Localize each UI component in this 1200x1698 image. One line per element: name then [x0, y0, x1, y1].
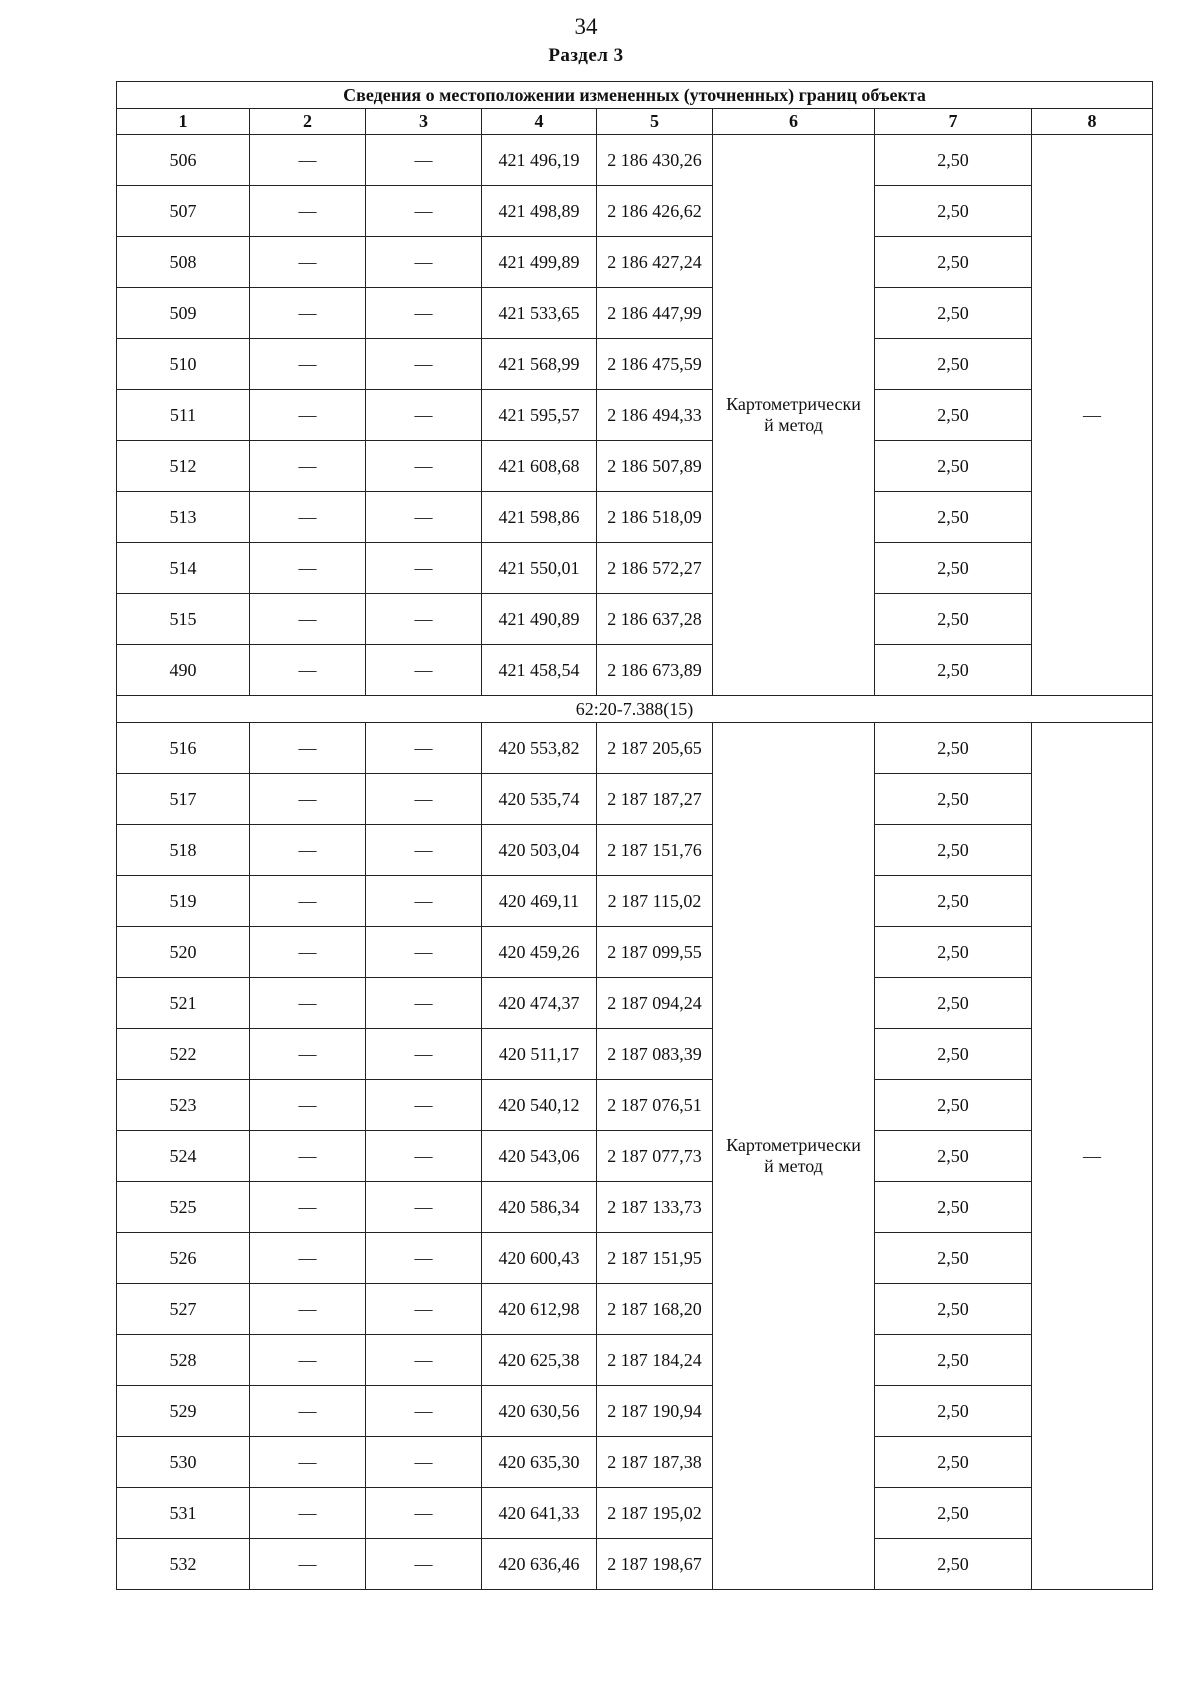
x-coordinate: 420 553,82: [482, 723, 597, 774]
point-number: 514: [117, 543, 250, 594]
accuracy-value: 2,50: [875, 1386, 1032, 1437]
col3-value: —: [366, 723, 482, 774]
col3-value: —: [366, 645, 482, 696]
x-coordinate: 420 600,43: [482, 1233, 597, 1284]
x-coordinate: 420 543,06: [482, 1131, 597, 1182]
x-coordinate: 421 568,99: [482, 339, 597, 390]
col2-value: —: [250, 978, 366, 1029]
x-coordinate: 421 458,54: [482, 645, 597, 696]
col3-value: —: [366, 1386, 482, 1437]
table-row: [117, 645, 1153, 696]
col3-value: —: [366, 825, 482, 876]
accuracy-value: 2,50: [875, 1488, 1032, 1539]
x-coordinate: 421 533,65: [482, 288, 597, 339]
col2-value: —: [250, 1182, 366, 1233]
table-row: [117, 492, 1153, 543]
accuracy-value: 2,50: [875, 390, 1032, 441]
col2-value: —: [250, 186, 366, 237]
column-number: 8: [1032, 109, 1153, 135]
table-row: [117, 1335, 1153, 1386]
y-coordinate: 2 187 151,76: [597, 825, 713, 876]
y-coordinate: 2 187 168,20: [597, 1284, 713, 1335]
y-coordinate: 2 187 198,67: [597, 1539, 713, 1590]
accuracy-value: 2,50: [875, 1131, 1032, 1182]
col3-value: —: [366, 492, 482, 543]
table-row: [117, 1488, 1153, 1539]
accuracy-value: 2,50: [875, 339, 1032, 390]
group-label-row: [117, 696, 1153, 723]
accuracy-value: 2,50: [875, 927, 1032, 978]
table-caption-row: [117, 82, 1153, 109]
x-coordinate: 420 612,98: [482, 1284, 597, 1335]
column-number: 6: [713, 109, 875, 135]
column-number: 4: [482, 109, 597, 135]
col2-value: —: [250, 543, 366, 594]
x-coordinate: 421 595,57: [482, 390, 597, 441]
x-coordinate: 420 630,56: [482, 1386, 597, 1437]
accuracy-value: 2,50: [875, 1335, 1032, 1386]
section-title: Раздел 3: [548, 45, 624, 66]
x-coordinate: 420 459,26: [482, 927, 597, 978]
col3-value: —: [366, 1029, 482, 1080]
col3-value: —: [366, 927, 482, 978]
method-cell: Картометрически й метод: [713, 135, 875, 696]
y-coordinate: 2 187 115,02: [597, 876, 713, 927]
y-coordinate: 2 186 637,28: [597, 594, 713, 645]
point-number: 519: [117, 876, 250, 927]
col3-value: —: [366, 1437, 482, 1488]
x-coordinate: 421 499,89: [482, 237, 597, 288]
accuracy-value: 2,50: [875, 723, 1032, 774]
table-row: [117, 825, 1153, 876]
table-row: [117, 594, 1153, 645]
accuracy-value: 2,50: [875, 492, 1032, 543]
accuracy-value: 2,50: [875, 543, 1032, 594]
table-row: [117, 774, 1153, 825]
col3-value: —: [366, 1182, 482, 1233]
point-number: 508: [117, 237, 250, 288]
table-row: [117, 1182, 1153, 1233]
point-number: 527: [117, 1284, 250, 1335]
x-coordinate: 420 474,37: [482, 978, 597, 1029]
y-coordinate: 2 186 447,99: [597, 288, 713, 339]
point-number: 506: [117, 135, 250, 186]
col3-value: —: [366, 876, 482, 927]
y-coordinate: 2 187 195,02: [597, 1488, 713, 1539]
x-coordinate: 420 503,04: [482, 825, 597, 876]
table-row: [117, 1080, 1153, 1131]
point-number: 530: [117, 1437, 250, 1488]
x-coordinate: 420 625,38: [482, 1335, 597, 1386]
accuracy-value: 2,50: [875, 237, 1032, 288]
point-number: 515: [117, 594, 250, 645]
column-number: 5: [597, 109, 713, 135]
col2-value: —: [250, 594, 366, 645]
table-row: [117, 876, 1153, 927]
y-coordinate: 2 186 673,89: [597, 645, 713, 696]
col2-value: —: [250, 876, 366, 927]
y-coordinate: 2 187 187,27: [597, 774, 713, 825]
x-coordinate: 420 586,34: [482, 1182, 597, 1233]
table-caption: Сведения о местоположении измененных (уточненных) границ объекта: [117, 82, 1153, 109]
point-number: 526: [117, 1233, 250, 1284]
point-number: 511: [117, 390, 250, 441]
col2-value: —: [250, 1131, 366, 1182]
col3-value: —: [366, 1284, 482, 1335]
y-coordinate: 2 187 094,24: [597, 978, 713, 1029]
table-body: [117, 135, 1153, 1590]
x-coordinate: 421 550,01: [482, 543, 597, 594]
x-coordinate: 420 511,17: [482, 1029, 597, 1080]
col8-value: —: [1032, 135, 1153, 696]
x-coordinate: 420 636,46: [482, 1539, 597, 1590]
y-coordinate: 2 186 572,27: [597, 543, 713, 594]
accuracy-value: 2,50: [875, 441, 1032, 492]
col3-value: —: [366, 1233, 482, 1284]
col3-value: —: [366, 543, 482, 594]
table-row: [117, 237, 1153, 288]
coordinates-table: [116, 81, 1153, 1590]
table-row: [117, 135, 1153, 186]
y-coordinate: 2 187 187,38: [597, 1437, 713, 1488]
accuracy-value: 2,50: [875, 774, 1032, 825]
col2-value: —: [250, 1386, 366, 1437]
y-coordinate: 2 186 494,33: [597, 390, 713, 441]
col2-value: —: [250, 774, 366, 825]
col2-value: —: [250, 1488, 366, 1539]
table-row: [117, 1029, 1153, 1080]
table-row: [117, 1386, 1153, 1437]
col2-value: —: [250, 1284, 366, 1335]
col2-value: —: [250, 927, 366, 978]
accuracy-value: 2,50: [875, 1182, 1032, 1233]
y-coordinate: 2 187 151,95: [597, 1233, 713, 1284]
col3-value: —: [366, 594, 482, 645]
col2-value: —: [250, 723, 366, 774]
col3-value: —: [366, 288, 482, 339]
accuracy-value: 2,50: [875, 594, 1032, 645]
col2-value: —: [250, 339, 366, 390]
accuracy-value: 2,50: [875, 825, 1032, 876]
table-row: [117, 723, 1153, 774]
column-number: 7: [875, 109, 1032, 135]
point-number: 522: [117, 1029, 250, 1080]
x-coordinate: 421 598,86: [482, 492, 597, 543]
table-row: [117, 543, 1153, 594]
col3-value: —: [366, 390, 482, 441]
table-row: [117, 927, 1153, 978]
point-number: 529: [117, 1386, 250, 1437]
column-number: 2: [250, 109, 366, 135]
table-row: [117, 1437, 1153, 1488]
point-number: 510: [117, 339, 250, 390]
col8-value: —: [1032, 723, 1153, 1590]
y-coordinate: 2 186 475,59: [597, 339, 713, 390]
table-row: [117, 339, 1153, 390]
x-coordinate: 421 498,89: [482, 186, 597, 237]
y-coordinate: 2 186 430,26: [597, 135, 713, 186]
x-coordinate: 420 540,12: [482, 1080, 597, 1131]
col2-value: —: [250, 1437, 366, 1488]
accuracy-value: 2,50: [875, 186, 1032, 237]
col3-value: —: [366, 441, 482, 492]
point-number: 525: [117, 1182, 250, 1233]
accuracy-value: 2,50: [875, 1080, 1032, 1131]
col3-value: —: [366, 978, 482, 1029]
table-row: [117, 1539, 1153, 1590]
group-label: 62:20-7.388(15): [117, 696, 1153, 723]
y-coordinate: 2 187 184,24: [597, 1335, 713, 1386]
point-number: 512: [117, 441, 250, 492]
col3-value: —: [366, 1131, 482, 1182]
col3-value: —: [366, 135, 482, 186]
accuracy-value: 2,50: [875, 1437, 1032, 1488]
col2-value: —: [250, 135, 366, 186]
point-number: 490: [117, 645, 250, 696]
column-number: 1: [117, 109, 250, 135]
table-row: [117, 441, 1153, 492]
point-number: 521: [117, 978, 250, 1029]
y-coordinate: 2 187 077,73: [597, 1131, 713, 1182]
col2-value: —: [250, 645, 366, 696]
col2-value: —: [250, 825, 366, 876]
x-coordinate: 420 469,11: [482, 876, 597, 927]
y-coordinate: 2 187 205,65: [597, 723, 713, 774]
y-coordinate: 2 187 190,94: [597, 1386, 713, 1437]
x-coordinate: 420 635,30: [482, 1437, 597, 1488]
table-row: [117, 1284, 1153, 1335]
y-coordinate: 2 186 427,24: [597, 237, 713, 288]
col2-value: —: [250, 1080, 366, 1131]
col2-value: —: [250, 390, 366, 441]
col3-value: —: [366, 1539, 482, 1590]
point-number: 528: [117, 1335, 250, 1386]
column-number-row: [117, 109, 1153, 135]
method-cell: Картометрически й метод: [713, 723, 875, 1590]
y-coordinate: 2 187 099,55: [597, 927, 713, 978]
col3-value: —: [366, 774, 482, 825]
table-row: [117, 390, 1153, 441]
point-number: 517: [117, 774, 250, 825]
table-row: [117, 1233, 1153, 1284]
col2-value: —: [250, 1539, 366, 1590]
y-coordinate: 2 187 133,73: [597, 1182, 713, 1233]
col3-value: —: [366, 1488, 482, 1539]
y-coordinate: 2 186 507,89: [597, 441, 713, 492]
y-coordinate: 2 187 076,51: [597, 1080, 713, 1131]
col2-value: —: [250, 237, 366, 288]
point-number: 531: [117, 1488, 250, 1539]
col3-value: —: [366, 1335, 482, 1386]
col2-value: —: [250, 492, 366, 543]
accuracy-value: 2,50: [875, 645, 1032, 696]
point-number: 524: [117, 1131, 250, 1182]
col3-value: —: [366, 186, 482, 237]
y-coordinate: 2 187 083,39: [597, 1029, 713, 1080]
x-coordinate: 421 496,19: [482, 135, 597, 186]
col2-value: —: [250, 441, 366, 492]
page-number: 34: [574, 14, 598, 39]
table-row: [117, 978, 1153, 1029]
col2-value: —: [250, 1029, 366, 1080]
table-row: [117, 288, 1153, 339]
x-coordinate: 421 608,68: [482, 441, 597, 492]
point-number: 518: [117, 825, 250, 876]
accuracy-value: 2,50: [875, 978, 1032, 1029]
accuracy-value: 2,50: [875, 1539, 1032, 1590]
col3-value: —: [366, 339, 482, 390]
accuracy-value: 2,50: [875, 876, 1032, 927]
point-number: 516: [117, 723, 250, 774]
col2-value: —: [250, 1233, 366, 1284]
col2-value: —: [250, 288, 366, 339]
column-number: 3: [366, 109, 482, 135]
x-coordinate: 421 490,89: [482, 594, 597, 645]
table-row: [117, 1131, 1153, 1182]
accuracy-value: 2,50: [875, 1284, 1032, 1335]
point-number: 523: [117, 1080, 250, 1131]
point-number: 520: [117, 927, 250, 978]
point-number: 507: [117, 186, 250, 237]
accuracy-value: 2,50: [875, 1233, 1032, 1284]
point-number: 513: [117, 492, 250, 543]
col2-value: —: [250, 1335, 366, 1386]
x-coordinate: 420 535,74: [482, 774, 597, 825]
accuracy-value: 2,50: [875, 135, 1032, 186]
table-row: [117, 186, 1153, 237]
y-coordinate: 2 186 518,09: [597, 492, 713, 543]
point-number: 532: [117, 1539, 250, 1590]
x-coordinate: 420 641,33: [482, 1488, 597, 1539]
accuracy-value: 2,50: [875, 288, 1032, 339]
col3-value: —: [366, 237, 482, 288]
accuracy-value: 2,50: [875, 1029, 1032, 1080]
y-coordinate: 2 186 426,62: [597, 186, 713, 237]
col3-value: —: [366, 1080, 482, 1131]
point-number: 509: [117, 288, 250, 339]
